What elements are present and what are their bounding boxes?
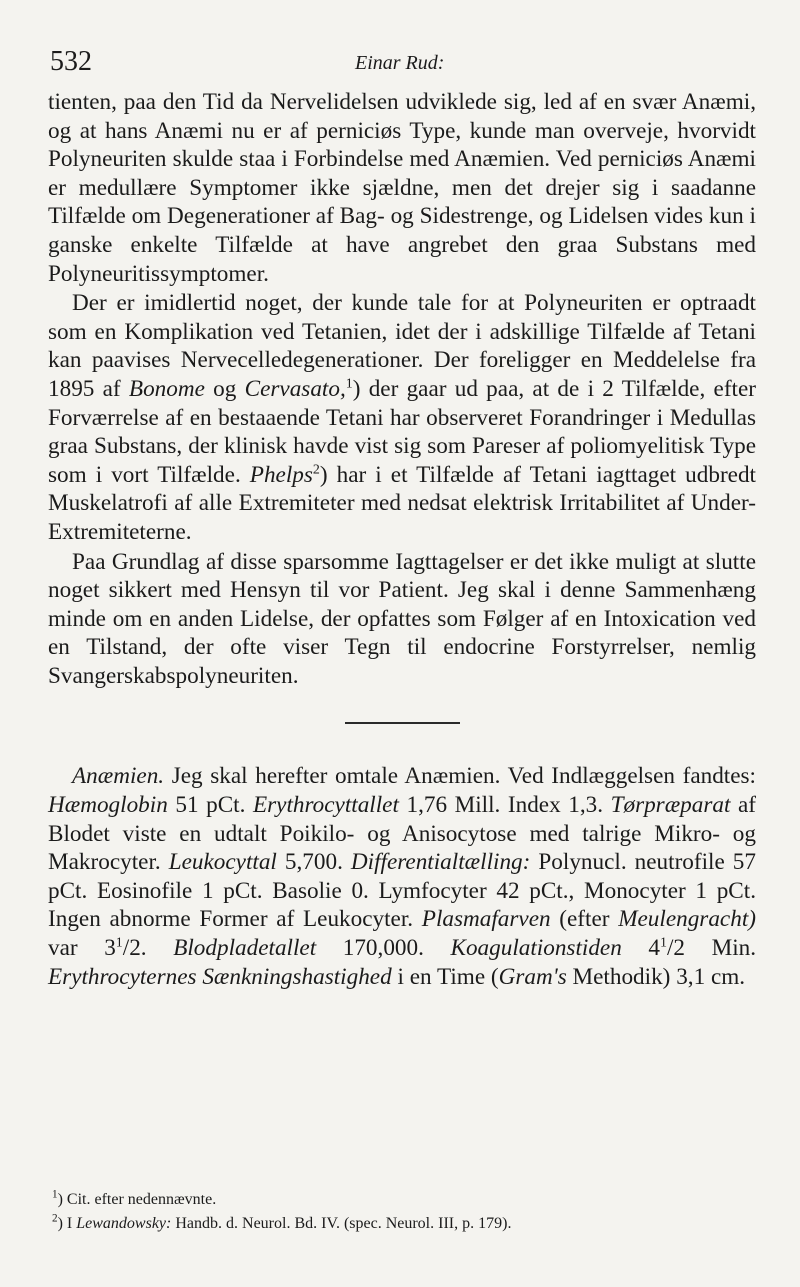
running-head: Einar Rud: <box>355 52 445 74</box>
term-differentialtaelling: Differentialtælling: <box>350 849 531 876</box>
fraction-numerator: 1 <box>115 935 123 951</box>
term-blodpladetallet: Blodpladetallet <box>173 935 317 962</box>
term-erythrocyttallet: Erythrocyttallet <box>252 792 399 819</box>
paragraph-4-text: Methodik) 3,1 cm. <box>566 963 746 990</box>
paragraph-2 <box>48 289 756 546</box>
paragraph-4-text: 170,000. <box>316 935 451 962</box>
term-plasmafarven: Plasmafarven <box>421 906 551 933</box>
section-heading-anaemia: Anæmien. <box>72 763 165 790</box>
paragraph-4-text: Polynucl. neutrofile 57 pCt. Eosinofile 1 pCt. Basolie 0. Lymfocyter 42 pCt., Monocyter 1 pCt. Ingen abnorme Former af Leukocyter. <box>48 849 756 933</box>
paragraph-2-text: ) der gaar ud paa, at de i 2 Tilfælde, efter Forværrelse af en bestaaende Tetani har observeret Forandringer i Medullas graa Substans, der klinisk havde vist sig som Pareser af poliomyelitisk Type som i vort Tilfælde. <box>48 375 756 488</box>
paragraph-1 <box>48 88 756 288</box>
paragraph-4-text: i en Time ( <box>391 963 499 990</box>
paragraph-4-text: 5,700. <box>276 849 351 876</box>
footnote-ref-2: 2 <box>312 461 320 477</box>
footnote-2-text: Handb. d. Neurol. Bd. IV. (spec. Neurol. III, p. 179). <box>171 1215 512 1232</box>
author-meulengracht: Meulengracht) <box>618 906 756 933</box>
footnote-mark-1: 1 <box>52 1188 58 1201</box>
footnote-ref-1: 1 <box>345 376 353 392</box>
author-cervasato: Cervasato, <box>244 375 346 402</box>
paragraph-1-text: tienten, paa den Tid da Nervelidelsen udviklede sig, led af en svær Anæmi, og at hans Anæmi nu er af perniciøs Type, kunde man overveje, hvorvidt Polyneuriten skulde staa i Forbindelse med Anæmien. Ved perniciøs Anæmi er medullære Symptomer ikke sjældne, men det drejer sig i saadanne Tilfælde om Degenerationer af Bag- og Sidestrenge, og Lidelsen vides kun i ganske enkelte Tilfælde at have angrebet den graa Substans med Polyneuritissymptomer. <box>48 89 756 287</box>
footnote-2 <box>52 1212 752 1236</box>
paragraph-4-text: . <box>140 935 174 962</box>
footnotes <box>52 1188 752 1236</box>
fraction-denominator: /2 <box>122 935 141 962</box>
paragraph-3 <box>48 548 756 691</box>
term-haemoglobin: Hæmoglobin <box>48 792 168 819</box>
paragraph-2-text: ) har i et Tilfælde af Tetani iagttaget udbredt Muskelatrofi af alle Extremiteter med nedsat elektrisk Irritabilitet af Under-Extremiteterne. <box>48 461 756 545</box>
paragraph-anaemia <box>48 762 756 991</box>
footnote-1 <box>52 1188 752 1212</box>
footnote-2-text: ) I <box>57 1215 77 1232</box>
paragraph-4-text: var 3 <box>48 935 116 962</box>
term-torpraeparat: Tørpræparat <box>610 792 731 819</box>
body-text <box>48 88 756 991</box>
author-gram: Gram's <box>498 963 567 990</box>
author-lewandowsky: Lewandowsky: <box>76 1215 172 1232</box>
fraction-numerator: 1 <box>660 935 667 951</box>
term-saenkningshastighed: Erythrocyternes Sænkningshastighed <box>48 963 392 990</box>
footnote-1-text: ) Cit. efter nedennævnte. <box>57 1191 217 1208</box>
paragraph-2-text: Der er imidlertid noget, der kunde tale for at Polyneuriten er optraadt som en Komplikation ved Tetanien, idet der i adskillige Tilfælde af Tetani kan paavises Nervecelledegenerationer. Der foreligger en Meddelelse fra 1895 af <box>48 290 756 402</box>
paragraph-4-text: (efter <box>550 906 619 933</box>
footnote-mark-2: 2 <box>52 1212 58 1225</box>
paragraph-4-text: 51 pCt. <box>167 792 253 819</box>
paragraph-3-text: Paa Grundlag af disse sparsomme Iagttagelser er det ikke muligt at slutte noget sikkert med Hensyn til vor Patient. Jeg skal i denne Sammenhæng minde om en anden Lidelse, der opfattes som Følger af en Intoxication ved en Tilstand, der ofte viser Tegn til endocrine Forstyrrelser, nemlig Svangerskabspolyneuriten. <box>48 548 756 689</box>
author-phelps: Phelps <box>249 461 313 488</box>
page-header <box>50 46 750 86</box>
paragraph-4-text: Jeg skal herefter omtale Anæmien. Ved Indlæggelsen fandtes: <box>164 763 756 790</box>
paragraph-4-text: 4 <box>621 935 661 962</box>
term-leukocyttal: Leukocyttal <box>168 849 277 876</box>
author-bonome: Bonome <box>128 375 205 402</box>
paragraph-2-text: og <box>204 375 245 402</box>
term-koagulationstiden: Koagulationstiden <box>450 935 622 962</box>
section-divider <box>345 722 460 724</box>
paragraph-4-text: Min. <box>685 935 757 962</box>
paragraph-4-text: af Blodet viste en udtalt Poikilo- og Anisocytose med talrige Mikro- og Makrocyter. <box>48 792 756 876</box>
fraction-denominator: /2 <box>666 935 686 962</box>
paragraph-4-text: 1,76 Mill. Index 1,3. <box>398 792 611 819</box>
page-number: 532 <box>50 46 92 77</box>
